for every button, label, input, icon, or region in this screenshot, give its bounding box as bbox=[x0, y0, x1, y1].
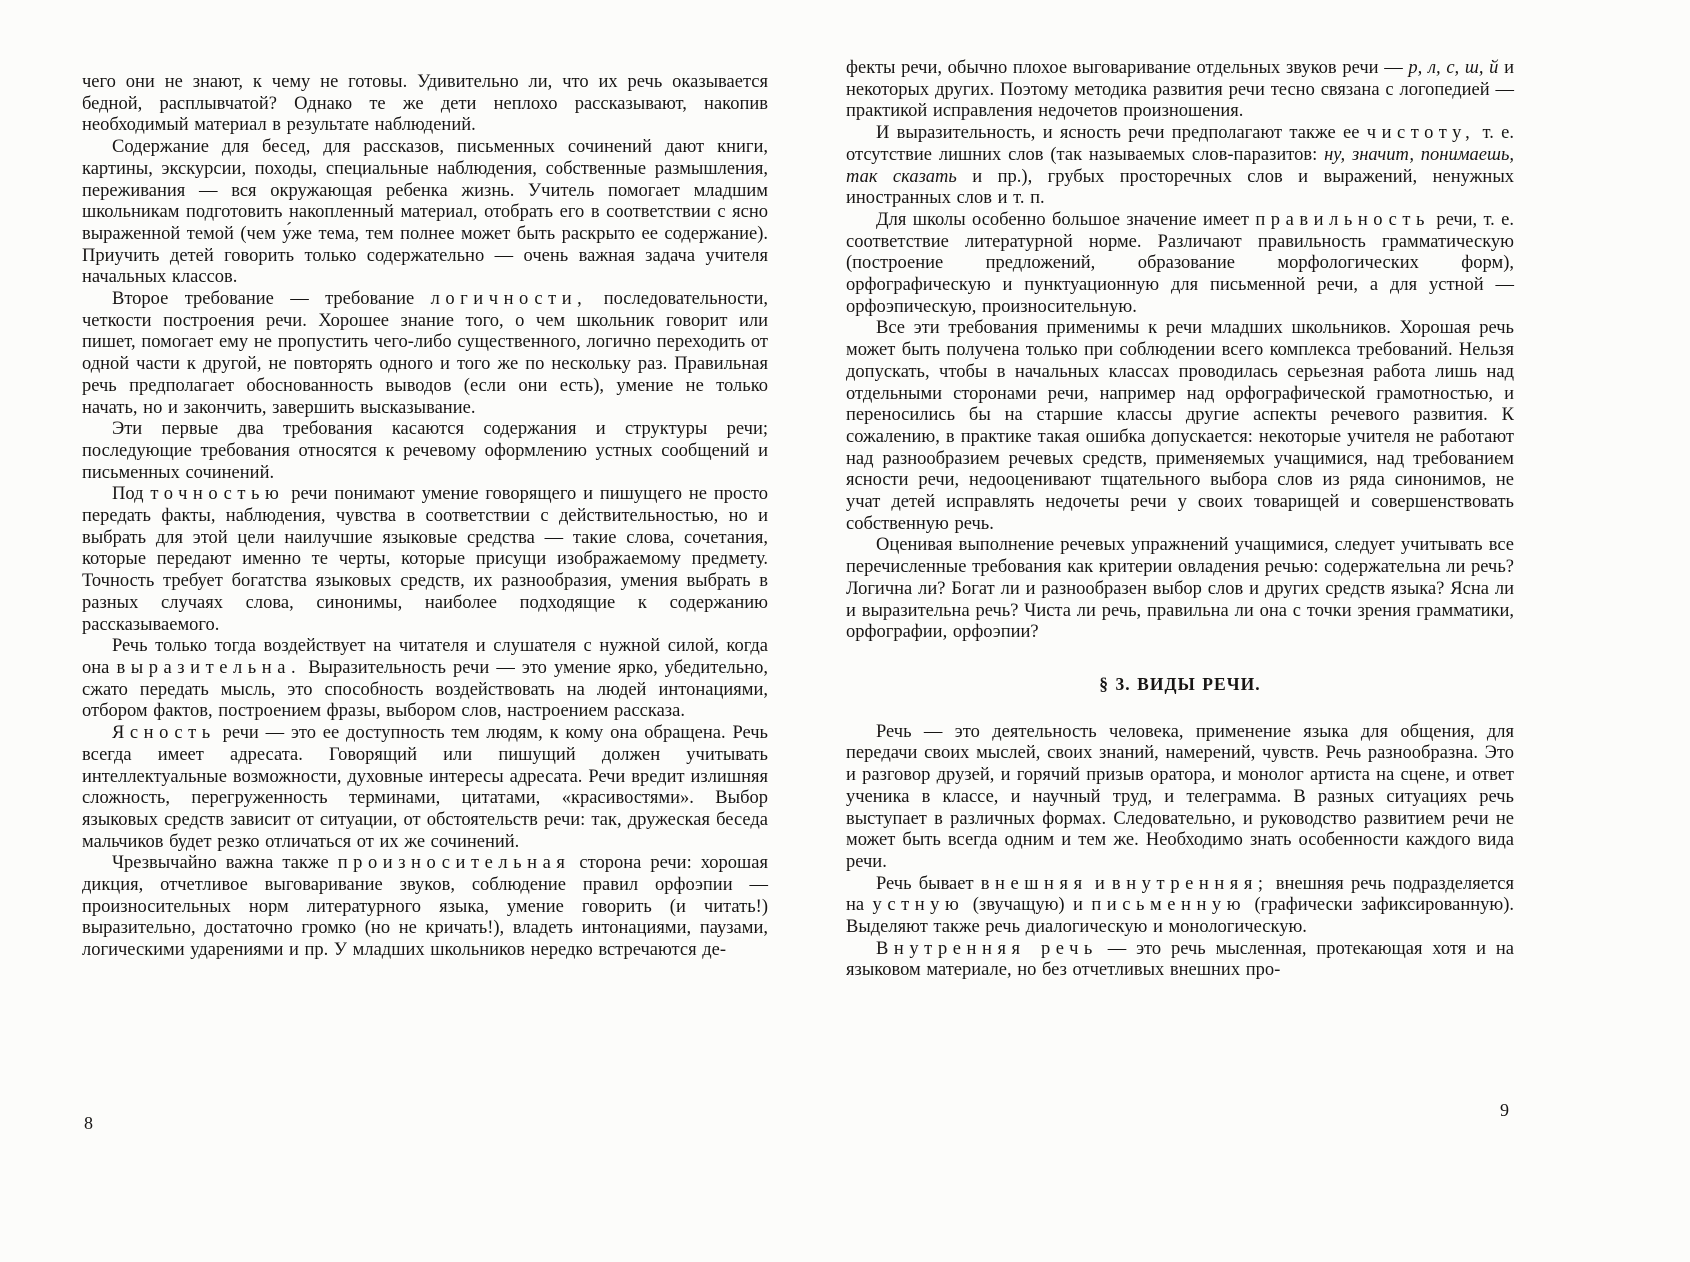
body-text: Для школы особенно большое значение имеет bbox=[876, 209, 1256, 230]
emphasized-spaced-text: выразительна. bbox=[116, 657, 302, 678]
paragraph bbox=[846, 939, 1514, 982]
paragraph bbox=[82, 72, 768, 137]
paragraph bbox=[846, 123, 1514, 210]
paragraph bbox=[82, 289, 768, 419]
paragraph bbox=[82, 853, 768, 962]
italic-text: р, л, с, ш, й bbox=[1408, 58, 1499, 78]
paragraph bbox=[846, 210, 1514, 319]
body-text: последовательности, четкости построения речи. Хорошее знание того, о чем школьник говорит или пишет, помогает ему не пропустить чего-либо существенного, логично переходить от одной части к другой, не повторять одного и того же по нескольку раз. Правильная речь предполагает обоснованность выводов (если они есть), умение не только начать, но и закончить, завершить высказывание. bbox=[82, 289, 768, 418]
page-number-right: 9 bbox=[1500, 1100, 1509, 1120]
page-left-text-column bbox=[82, 72, 768, 962]
paragraph bbox=[82, 419, 768, 484]
paragraph bbox=[846, 318, 1514, 535]
page-right-text-column bbox=[846, 58, 1514, 982]
body-text: — это речь мысленная, протекающая хотя и на языковом материале, но без отчетливых внешних про- bbox=[846, 938, 1514, 981]
paragraph bbox=[846, 722, 1514, 874]
section-heading: § 3. ВИДЫ РЕЧИ. bbox=[1099, 673, 1261, 694]
body-text: речи понимают умение говорящего и пишущего не просто передать факты, наблюдения, чувства в соответствии с действительностью, но и выбрать для этой цели наилучшие языковые средства — такие слова, сочетания, которые передают именно те черты, которые присущи изображаемому предмету. Точность требует богатства языковых средств, их разнообразия, умения выбрать в разных случаях слова, синонимы, наиболее подходящие к содержанию рассказываемого. bbox=[82, 484, 768, 635]
body-text: Речь — это деятельность человека, применение языка для общения, для передачи своих мыслей, своих знаний, намерений, чувств. Речь разнообразна. Это и разговор друзей, и горячий призыв оратора, и монолог артиста на сцене, и ответ ученика в классе, и научный труд, и телеграмма. В разных ситуациях речь выступает в различных формах. Следовательно, и руководство развитием речи не может быть всегда одним и тем же. Необходимо знать особенности каждого вида речи. bbox=[846, 721, 1514, 872]
body-text: Выразительность речи — это умение ярко, убедительно, сжато передать мысль, это способность воздействовать на людей интонациями, отбором фактов, построением фразы, выбором слов, настроением рассказа. bbox=[82, 657, 768, 722]
body-text: Оценивая выполнение речевых упражнений учащимися, следует учитывать все перечисленные требования как критерии овладения речью: содержательна ли речь? Логична ли? Богат ли и разнообразен выбор слов и других средств языка? Ясна ли и выразительна речь? Чиста ли речь, правильна ли она с точки зрения грамматики, орфографии, орфоэпии? bbox=[846, 535, 1514, 643]
body-text: внешняя речь подразделяется на bbox=[846, 873, 1514, 916]
emphasized-spaced-text: произносительная bbox=[337, 853, 571, 874]
emphasized-spaced-text: внешняя bbox=[980, 873, 1088, 894]
emphasized-spaced-text: внутренняя; bbox=[1111, 873, 1269, 894]
emphasized-spaced-text: правильность bbox=[1255, 209, 1430, 230]
body-text: сторона речи: хорошая дикция, отчетливое выговаривание звуков, соблюдение правил орфоэпии — произносительных норм литературного языка, умение говорить (и читать!) выразительно, достаточно громко (но не кричать!), владеть интонациями, паузами, логическими ударениями и пр. У младших школьников нередко встречаются де- bbox=[82, 853, 768, 961]
body-text: и bbox=[1087, 873, 1112, 894]
body-text: Эти первые два требования касаются содержания и структуры речи; последующие требования относятся к речевому оформлению устных сообщений и письменных сочинений. bbox=[82, 419, 768, 483]
body-text: Чрезвычайно важна также bbox=[112, 853, 338, 874]
emphasized-spaced-text: точностью bbox=[150, 484, 285, 505]
page-number-left: 8 bbox=[84, 1113, 93, 1133]
paragraph bbox=[82, 636, 768, 723]
italic-text: ну, значит, понимаешь, так сказать bbox=[846, 144, 1514, 187]
body-text: Речь бывает bbox=[876, 873, 981, 894]
paragraph bbox=[82, 723, 768, 853]
emphasized-spaced-text: Ясность bbox=[112, 723, 216, 744]
body-text: Речь только тогда воздействует на читателя и слушателя с нужной силой, когда она bbox=[82, 636, 768, 678]
body-text: и некоторых других. Поэтому методика развития речи тесно связана с логопедией — практикой исправления недочетов произношения. bbox=[846, 58, 1514, 122]
paragraph bbox=[82, 137, 768, 289]
body-text: чего они не знают, к чему не готовы. Удивительно ли, что их речь оказывается бедной, расплывчатой? Однако те же дети неплохо рассказывают, накопив необходимый материал в результате наблюдений. bbox=[82, 72, 768, 136]
emphasized-spaced-text: чистоту, bbox=[1366, 123, 1476, 144]
body-text: фекты речи, обычно плохое выговаривание отдельных звуков речи — bbox=[846, 58, 1409, 78]
body-text: (графически зафиксированную). Выделяют также речь диалогическую и монологическую. bbox=[846, 895, 1514, 938]
body-text: Второе требование — требование bbox=[112, 289, 431, 310]
emphasized-spaced-text: письменную bbox=[1091, 895, 1247, 916]
body-text: и пр.), грубых просторечных слов и выражений, ненужных иностранных слов и т. п. bbox=[846, 166, 1514, 209]
emphasized-spaced-text: устную bbox=[872, 895, 965, 916]
paragraph bbox=[846, 58, 1514, 123]
paragraph bbox=[82, 484, 768, 636]
body-text: Все эти требования применимы к речи младших школьников. Хорошая речь может быть получена только при соблюдении всего комплекса требований. Нельзя допускать, чтобы в начальных классах проводилась серьезная работа лишь над отдельными сторонами речи, например над орфографической грамотностью, и переносились бы на старшие классы другие аспекты речевого развития. К сожалению, в практике такая ошибка допускается: некоторые учителя не работают над разнообразием речевых средств, применяемых учащимися, над требованием ясности речи, недооценивают тщательного выбора слов из ряда синонимов, не учат детей исправлять недочеты речи у своих товарищей и совершенствовать собственную речь. bbox=[846, 318, 1514, 534]
body-text: речи — это ее доступность тем людям, к кому она обращена. Речь всегда имеет адресата. Говорящий или пишущий должен учитывать интеллектуальные возможности, духовные интересы адресата. Речи вредит излишняя сложность, перегруженность терминами, цитатами, «красивостями». Выбор языковых средств зависит от ситуации, от обстоятельств речи: так, дружеская беседа мальчиков будет резко отличаться от их же сочинений. bbox=[82, 723, 768, 852]
body-text: (звучащую) и bbox=[964, 895, 1092, 916]
emphasized-spaced-text: логичности, bbox=[430, 289, 588, 310]
emphasized-spaced-text: Внутренняя речь bbox=[876, 938, 1098, 959]
paragraph bbox=[846, 535, 1514, 644]
body-text: И выразительность, и ясность речи предполагают также ее bbox=[876, 123, 1367, 144]
body-text: речи, т. е. соответствие литературной норме. Различают правильность грамматическую (построение предложений, образование морфологических форм), орфографическую и пунктуационную для письменной речи, а для устной — орфоэпическую, произносительную. bbox=[846, 209, 1514, 317]
paragraph bbox=[846, 874, 1514, 939]
body-text: т. е. отсутствие лишних слов (так называемых слов-паразитов: bbox=[846, 123, 1515, 165]
body-text: Содержание для бесед, для рассказов, письменных сочинений дают книги, картины, экскурсии, походы, специальные наблюдения, собственные размышления, переживания — вся окружающая ребенка жизнь. Учитель помогает младшим школьникам подготовить накопленный материал, отобрать его в соответствии с ясно выраженной темой (чем у́же тема, тем полнее может быть раскрыто ее содержание). Приучить детей говорить только содержательно — очень важная задача учителя начальных классов. bbox=[82, 137, 768, 288]
body-text: Под bbox=[112, 484, 151, 505]
